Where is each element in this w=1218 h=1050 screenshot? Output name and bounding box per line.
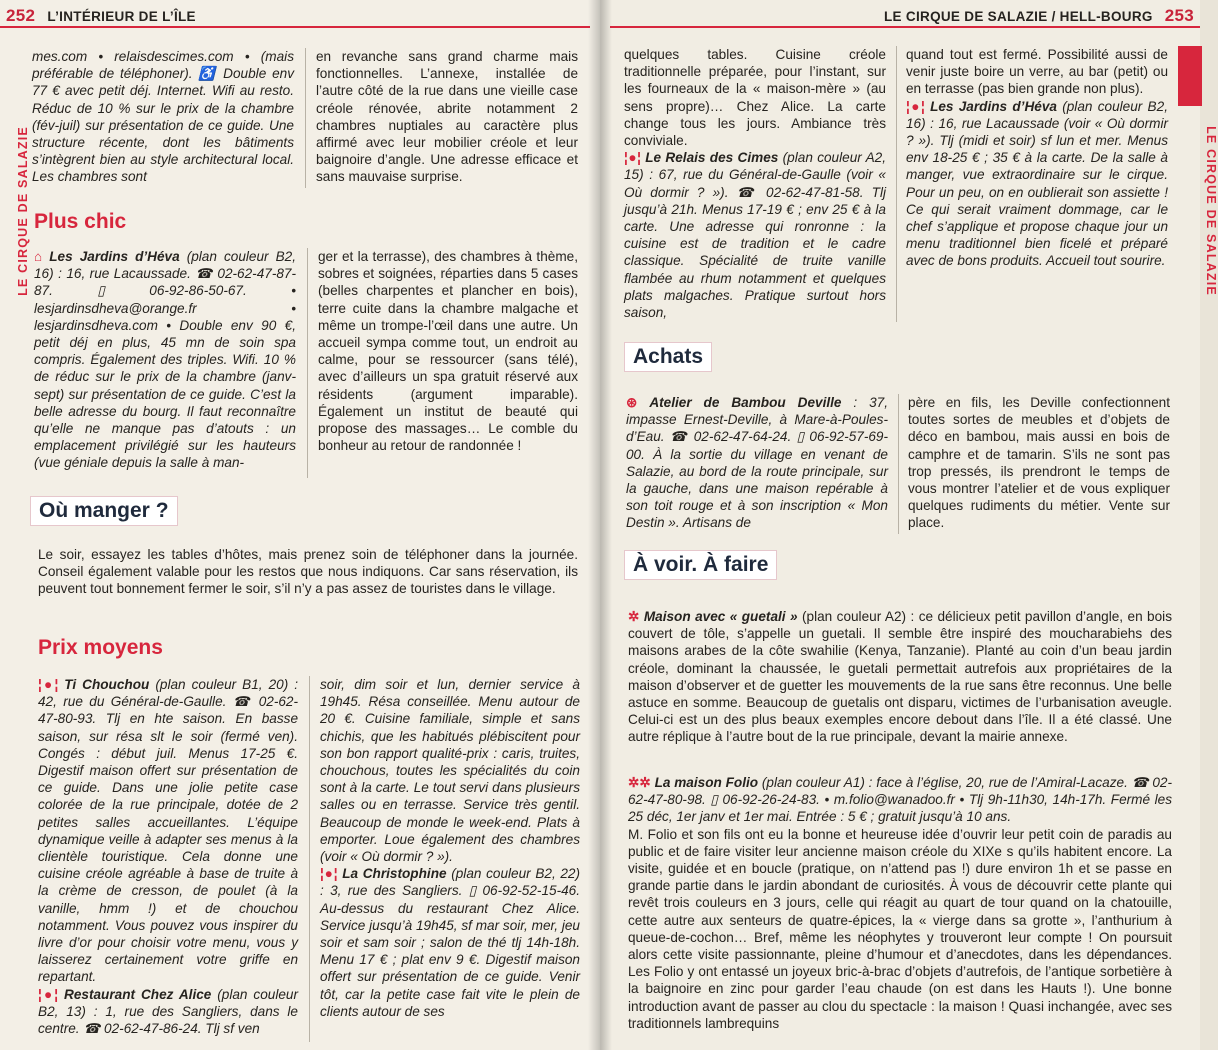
left-running-head (6, 6, 196, 26)
right-head-title: LE CIRQUE DE SALAZIE / HELL-BOURG (884, 9, 1153, 24)
book-gutter (588, 0, 612, 1050)
column-rule (307, 248, 308, 478)
knife-fork-icon: ¦●¦ (320, 866, 338, 882)
entry-name: Restaurant Chez Alice (64, 986, 212, 1002)
knife-fork-icon: ¦●¦ (38, 986, 59, 1002)
column-rule (309, 676, 310, 1042)
entry-jardins-heva (34, 248, 296, 472)
entry-jardins-heva-cont: ger et la terrasse), des chambres à thème, sobres et soignées, réparties dans 5 cases (belles charpentes et plancher en bois), terre cuite dans la chambre malgache et même un trompe-l’œil dans une autre. Un accueil sympa comme tout, un endroit au calme, pour se ressourcer (sans télé), avec d’ailleurs un spa gratuit réservé aux résidents (argument imparable). Également un institut de beauté qui propose des massages… Le comble du bonheur au retour de randonnée ! (318, 249, 578, 454)
section-title-achats: Achats (624, 342, 712, 372)
column-rule (896, 46, 897, 322)
section-title-prix-moyens: Prix moyens (38, 636, 163, 659)
entry-details: (plan couleur B1, 20) : 42, rue du Général-de-Gaulle. ☎ 02-62-47-80-93. Tlj en hte saison. En basse saison, sur résa slt le soir (fermé ven). Congés : début juil. Menus 17-25 €. Digestif maison offert sur présentation de ce guide. Dans une jolie petite case colorée de la rue principale, dotée de 2 petites salles accueillantes. L’équipe dynamique veille à adapter ses menus à la clientèle touristique. Cela donne une cuisine créole agréable à base de truite à la crème de cresson, de poulet (à la vanille, hmm !) et de chouchou notamment. Vous pouvez vous inspirer du livre d’or pour choisir votre menu, vous y laisserez certainement votre griffe en repartant. (38, 677, 299, 985)
column-rule (305, 48, 306, 188)
right-running-head (884, 6, 1194, 26)
entry-name: La maison Folio (654, 775, 759, 790)
entry-folio (628, 774, 1172, 1032)
entry-details: (plan couleur A1) : face à l’église, 20, rue de l’Amiral-Lacaze. ☎ 02-62-47-80-98. ▯ 06-92-26-24-83. • m.folio@wanadoo.fr • Tlj 9h-11h30, 14h-17h. Fermé les 25 déc, 1er janv et 1er mai. Entrée : 5 € ; gratuit jusqu’à 10 ans. (628, 775, 1173, 825)
entry-details: : 37, impasse Ernest-Deville, à Mare-à-Poules-d’Eau. ☎ 02-62-47-64-24. ▯ 06-92-57-69-00. À la sortie du village en venant de Salazie, au bord de la route principale, sur la gauche, dans une maison repérable à son toit rouge et à son inscription « Mon Destin ». Artisans de (626, 395, 889, 531)
entry-ti-chouchou (38, 676, 298, 1037)
section-title-a-voir: À voir. À faire (624, 550, 777, 580)
left-top-col2: en revanche sans grand charme mais fonctionnelles. L’annexe, installée de l’autre côté de la rue dans une vieille case créole rénovée, abrite notamment 2 chambres nuptiales au caractère plus affirmé avec leur mobilier créole et leur baignoire d’angle. Une adresse efficace et sans mauvaise surprise. (316, 49, 578, 185)
entry-details: (plan couleur A2) : ce délicieux petit pavillon d’angle, en bois couvert de tôle, s’appelle un guetali. Il semble être inspiré des moucharabiehs des maisons arabes de la côte swahilie (Kenya, Tanzanie). Planté au coin d’un beau jardin créole, dominant la chaussée, le guetali permettait autrefois aux propriétaires de la maison d’observer et de guetter les mouvements de la rue sans être reconnus. Une belle astuce en somme. Beaucoup de guetalis ont disparu, victimes de l’urbanisation aveugle. Celui-ci est un des plus beaux exemples encore debout dans l’île. Il a été classé. Une autre réplique à l’autre bout de la rue principale, devant la mairie annexe. (628, 609, 1172, 745)
right-top-col1 (624, 46, 886, 321)
relais-cont: quand tout est fermé. Possibilité aussi de venir juste boire un verre, au bar (petit) ou en terrasse (pas bien grande non plus). (906, 47, 1168, 97)
chez-alice-cont: quelques tables. Cuisine créole traditionnelle préparée, pour l’instant, sur les fourneaux de la « maison-mère » (au sens propre)… Chez Alice. La carte change tous les jours. Ambiance très conviviale. (624, 47, 886, 149)
right-head-rule (610, 26, 1200, 28)
page-number-right: 253 (1164, 6, 1194, 25)
entry-details: soir, dim soir et lun, dernier service à 19h45. Résa conseillée. Menu autour de 20 €. Cuisine familiale, simple et sans chichis, que les habitués plébiscitent pour son bon rapport qualité-prix : caris, truites, chouchous, toutes les spécialités du coin sont à la carte. Le tout servi dans plusieurs salles ou en terrasse. Service très gentil. Beaucoup de monde le week-end. Plats à emporter. Loue également des chambres (voir « Où dormir ? »). (320, 677, 580, 865)
entry-atelier-cont: père en fils, les Deville confectionnent toutes sortes de meubles et d’objets de déco en bambou, mais aussi en bois de camphre et de tamarin. S’ils ne sont pas trop pressés, ils prendront le temps de vous montrer l’atelier et de vous expliquer quelques rudiments du métier. Vente sur place. (908, 395, 1170, 531)
entry-details: (plan couleur B2, 16) : 16, rue Lacaussade. ☎ 02-62-47-87-87. ▯ 06-92-86-50-67. • lesjardinsdheva@orange.fr • lesjardinsdheva.com • Double env 90 €, petit déj en plus, 45 mn de soin spa compris. Également des triples. Wifi. 10 % de réduc sur le prix de la chambre (janv-sept) sur présentation de ce guide. C’est la belle adresse du bourg. Il faut reconnaître qu’elle ne manque pas d’atouts : un emplacement privilégié sur les hauteurs (vue géniale depuis la salle à man- (34, 249, 296, 471)
entry-name: Le Relais des Cimes (645, 150, 779, 166)
left-page (0, 0, 600, 1050)
star-icon: ✲✲ (628, 775, 651, 790)
star-icon: ✲ (628, 609, 640, 624)
entry-name: La Christophine (342, 866, 447, 882)
section-title-plus-chic: Plus chic (34, 210, 127, 233)
left-top-col1: mes.com • relaisdescimes.com • (mais préférable de téléphoner). ♿ Double env 77 € avec petit déj. Internet. Wifi au resto. Réduc de 10 % sur le prix de la chambre (fév-juil) sur présentation de ce guide. Une structure récente, dont les bâtiments s’intègrent bien au style architectural local. Les chambres sont (32, 49, 294, 185)
column-rule (898, 394, 899, 534)
knife-fork-icon: ¦●¦ (624, 150, 641, 166)
entry-col2 (320, 676, 580, 1020)
entry-details: (plan couleur B2, 22) : 3, rue des Sangliers. ▯ 06-92-52-15-46. Au-dessus du restaurant Chez Alice. Service jusqu’à 19h45, sf mar soir, mer, jeu soir et sam soir ; salon de thé tlj 14h-18h. Menu 17 € ; plat env 9 €. Digestif maison offert sur présentation de ce guide. Venir tôt, car la petite case fait vite le plein de clients autour de ses (320, 866, 581, 1019)
entry-name: Les Jardins d’Héva (49, 249, 180, 264)
entry-details: (plan couleur B2, 16) : 16, rue Lacaussade (voir « Où dormir ? »). Tlj (midi et soir) sf lun et mer. Menus env 18-25 € ; 35 € à la carte. De la salle à manger, vue extraordinaire sur le cirque. Pour un peu, on en oublierait son assiette ! Ce qui serait vraiment dommage, car le chef s’applique et propose chaque jour un menu traditionnel bien ficelé et préparé avec de bons produits. Accueil tout sourire. (906, 98, 1168, 269)
entry-name: Atelier de Bambou Deville (649, 395, 842, 410)
side-tab (1178, 46, 1202, 106)
basket-icon: ⊛ (626, 395, 638, 410)
left-head-rule (0, 26, 590, 28)
left-side-label: LE CIRQUE DE SALAZIE (15, 126, 30, 296)
entry-details: (plan couleur B2, 13) : 1, rue des Sangliers, dans le centre. ☎ 02-62-47-86-24. Tlj sf ven (38, 986, 298, 1037)
ou-manger-intro: Le soir, essayez les tables d’hôtes, mais prenez soin de téléphoner dans la journée. Conseil également valable pour les restos que nous indiquons. Car sans réservation, ils peuvent tout bonnement fermer le soir, s’il n’y a pas assez de touristes dans le village. (38, 547, 578, 597)
section-title-ou-manger: Où manger ? (30, 496, 178, 526)
entry-name: Maison avec « guetali » (643, 609, 798, 624)
entry-name: Les Jardins d’Héva (930, 98, 1057, 114)
right-side-label: LE CIRQUE DE SALAZIE (1203, 126, 1218, 296)
entry-name: Ti Chouchou (64, 677, 150, 692)
entry-atelier-bambou (626, 394, 888, 532)
page-number-left: 252 (6, 6, 36, 25)
left-head-title: L’INTÉRIEUR DE L’ÎLE (47, 9, 196, 24)
entry-guetali (628, 608, 1172, 746)
right-page (600, 0, 1218, 1050)
entry-details: (plan couleur A2, 15) : 67, rue du Général-de-Gaulle (voir « Où dormir ? »). ☎ 02-62-47-81-58. Tlj jusqu’à 21h. Menus 17-19 € ; env 25 € à la carte. Une adresse qui ronronne : la cuisine est de tradition et le cadre classique. Spécialité de truite vanille flambée au rhum notamment et quelques plats malgaches. Pratique surtout hors saison, (624, 150, 887, 321)
right-top-col2 (906, 46, 1168, 270)
entry-description: M. Folio et son fils ont eu la bonne et heureuse idée d’ouvrir leur petit coin de paradis au public et de faire visiter leur ancienne maison créole du XIXe s qu’ils habitent encore. La visite, guidée et en boucle (pratique, on n’attend pas !) dure environ 1h et se passe en grande partie dans le jardin abondant de curiosités. À vous de découvrir cette plante qui revêt trois couleurs en 3 jours, celle qui réagit au quart de tour quand on la chatouille, cette autre aux senteurs de quatre-épices, la « vierge dans sa grotte », l’anthurium à queue-de-cochon… Bref, même les néophytes y trouveront leur compte ! On poursuit alors cette visite passionnante, pleine d’humour et d’anecdotes, dans les dépendances. Les Folio y ont entassé un joyeux bric-à-brac d’objets d’autrefois, de l’antique sorbetière à la baignoire en zinc pour garder l’eau chaude (on est dans les Hauts !). Une bonne introduction avant de passer au clou du spectacle : la maison ! Quasi inchangée, avec ses traditionnels lambrequins (628, 826, 1172, 1031)
house-icon: ⌂ (34, 249, 43, 264)
knife-fork-icon: ¦●¦ (906, 98, 925, 114)
knife-fork-icon: ¦●¦ (38, 677, 59, 692)
